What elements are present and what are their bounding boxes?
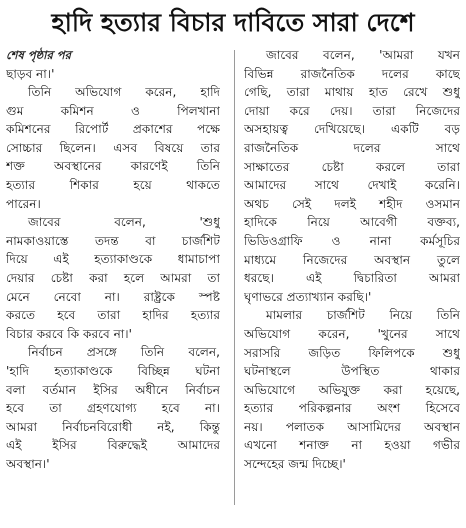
right-column-line: অসহায়ত্ব দেখিয়েছে। একটি বড় (244, 122, 460, 137)
left-column-line: বিচার করবে কি করবে না।' (6, 326, 132, 341)
left-column-line: অবস্থান।' (6, 456, 50, 471)
continuation-kicker: শেষ পৃষ্ঠার পর (6, 48, 71, 62)
right-column-line: ভিডিওগ্রাফি ও নানা কর্মসূচির (244, 233, 460, 248)
left-column-line: দেয়ার চেষ্টা করা হলে আমরা তা (6, 271, 220, 286)
right-column-line: হত্যার পরিকল্পনার অংশ হিসেবে (244, 401, 460, 416)
left-column-line: ছাড়ব না।' (6, 66, 55, 81)
right-column-line: বিভিন্ন রাজনৈতিক দলের কাছে (244, 66, 460, 81)
right-column-line: ধরছে। এই দ্বিচারিতা আমরা (244, 271, 460, 286)
right-column-line: হাদিকে নিয়ে আবেগী বক্তব্য, (244, 215, 460, 230)
right-column-line: আমাদের সাথে দেখাই করেনি। (244, 178, 460, 193)
right-column-line: সন্দেহের জন্ম দিচ্ছে।' (244, 457, 346, 472)
left-column-line: গুম কমিশন ও পিলখানা (6, 103, 220, 118)
right-column-line: অভিযোগ করেন, 'খুনের সাথে (244, 326, 460, 341)
headline: হাদি হত্যার বিচার দাবিতে সারা দেশে (51, 8, 415, 37)
left-column-line: শক্ত অবস্থানের কারণেই তিনি (6, 159, 220, 174)
left-column-line: জাবের বলেন, 'শুধু (28, 215, 220, 230)
left-column-line: কমিশনের রিপোর্ট প্রকাশের পক্ষে (6, 122, 220, 137)
right-column-line: ঘৃণাভরে প্রত্যাখ্যান করছি।' (244, 289, 372, 304)
right-column (244, 46, 460, 474)
left-column-line: নির্বাচন প্রসঙ্গে তিনি বলেন, (28, 345, 220, 360)
left-column-line: বলা বর্তমান ইসির অধীনে নির্বাচন (6, 382, 220, 397)
next-headline-fragment (0, 512, 466, 528)
right-column-line: মাধ্যমে নিজেদের অবস্থান তুলে (244, 252, 460, 267)
right-column-line: নয়। পলাতক আসামিদের অবস্থান (244, 419, 460, 434)
right-column-line: অভিযোগে অভিযুক্ত করা হয়েছে, (244, 382, 460, 397)
left-column-line: 'হাদি হত্যাকাণ্ডকে বিচ্ছিন্ন ঘটনা (6, 364, 220, 378)
left-column-line: এই ইসির বিরুদ্ধেই আমাদের (6, 438, 220, 453)
left-column-line: করতে হবে তারা হাদির হত্যার (6, 308, 220, 323)
column-divider (234, 50, 235, 505)
left-column-line: তিনি অভিযোগ করেন, হাদি (28, 85, 220, 100)
right-column-line: রাজনৈতিক দলের সাথে (244, 140, 460, 155)
right-column-line: এখনো শনাক্ত না হওয়া গভীর (244, 438, 460, 453)
left-column-line: আমরা নির্বাচনবিরোধী নই, কিন্তু (6, 419, 220, 434)
right-column-line: অথচ সেই দলই শহীদ ওসমান (244, 196, 460, 211)
right-column-line: জাবের বলেন, 'আমরা যখন (266, 48, 460, 62)
right-column-line: গেছি, তারা মাথায় হাত রেখে শুধু (244, 85, 460, 100)
right-column-line: সরাসরি জড়িত ফিলিপকে শুধু (244, 345, 460, 360)
left-column-line: হত্যার শিকার হয়ে থাকতে (6, 178, 220, 193)
right-column-line: ঘটনাস্থলে উপস্থিত থাকার (244, 364, 460, 379)
right-column-line: সাক্ষাতের চেষ্টা করলে তারা (244, 159, 460, 174)
left-column-line: মেনে নেবো না। রাষ্ট্রকে স্পষ্ট (6, 289, 220, 304)
left-column-line: নামকাওয়াস্তে তদন্ত বা চার্জশিট (6, 233, 220, 248)
left-column-line: দিয়ে এই হত্যাকাণ্ডকে ধামাচাপা (6, 252, 220, 267)
right-column-line: দোয়া করে দেয়। তারা নিজেদের (244, 103, 460, 118)
right-column-line: মামলার চার্জশিট নিয়ে তিনি (266, 308, 460, 323)
left-column-line: হবে তা গ্রহণযোগ্য হবে না। (6, 401, 220, 416)
left-column-line: পারেন। (6, 196, 41, 211)
left-column (6, 46, 220, 474)
left-column-line: সোচ্চার ছিলেন। এসব বিষয়ে তার (6, 140, 220, 155)
